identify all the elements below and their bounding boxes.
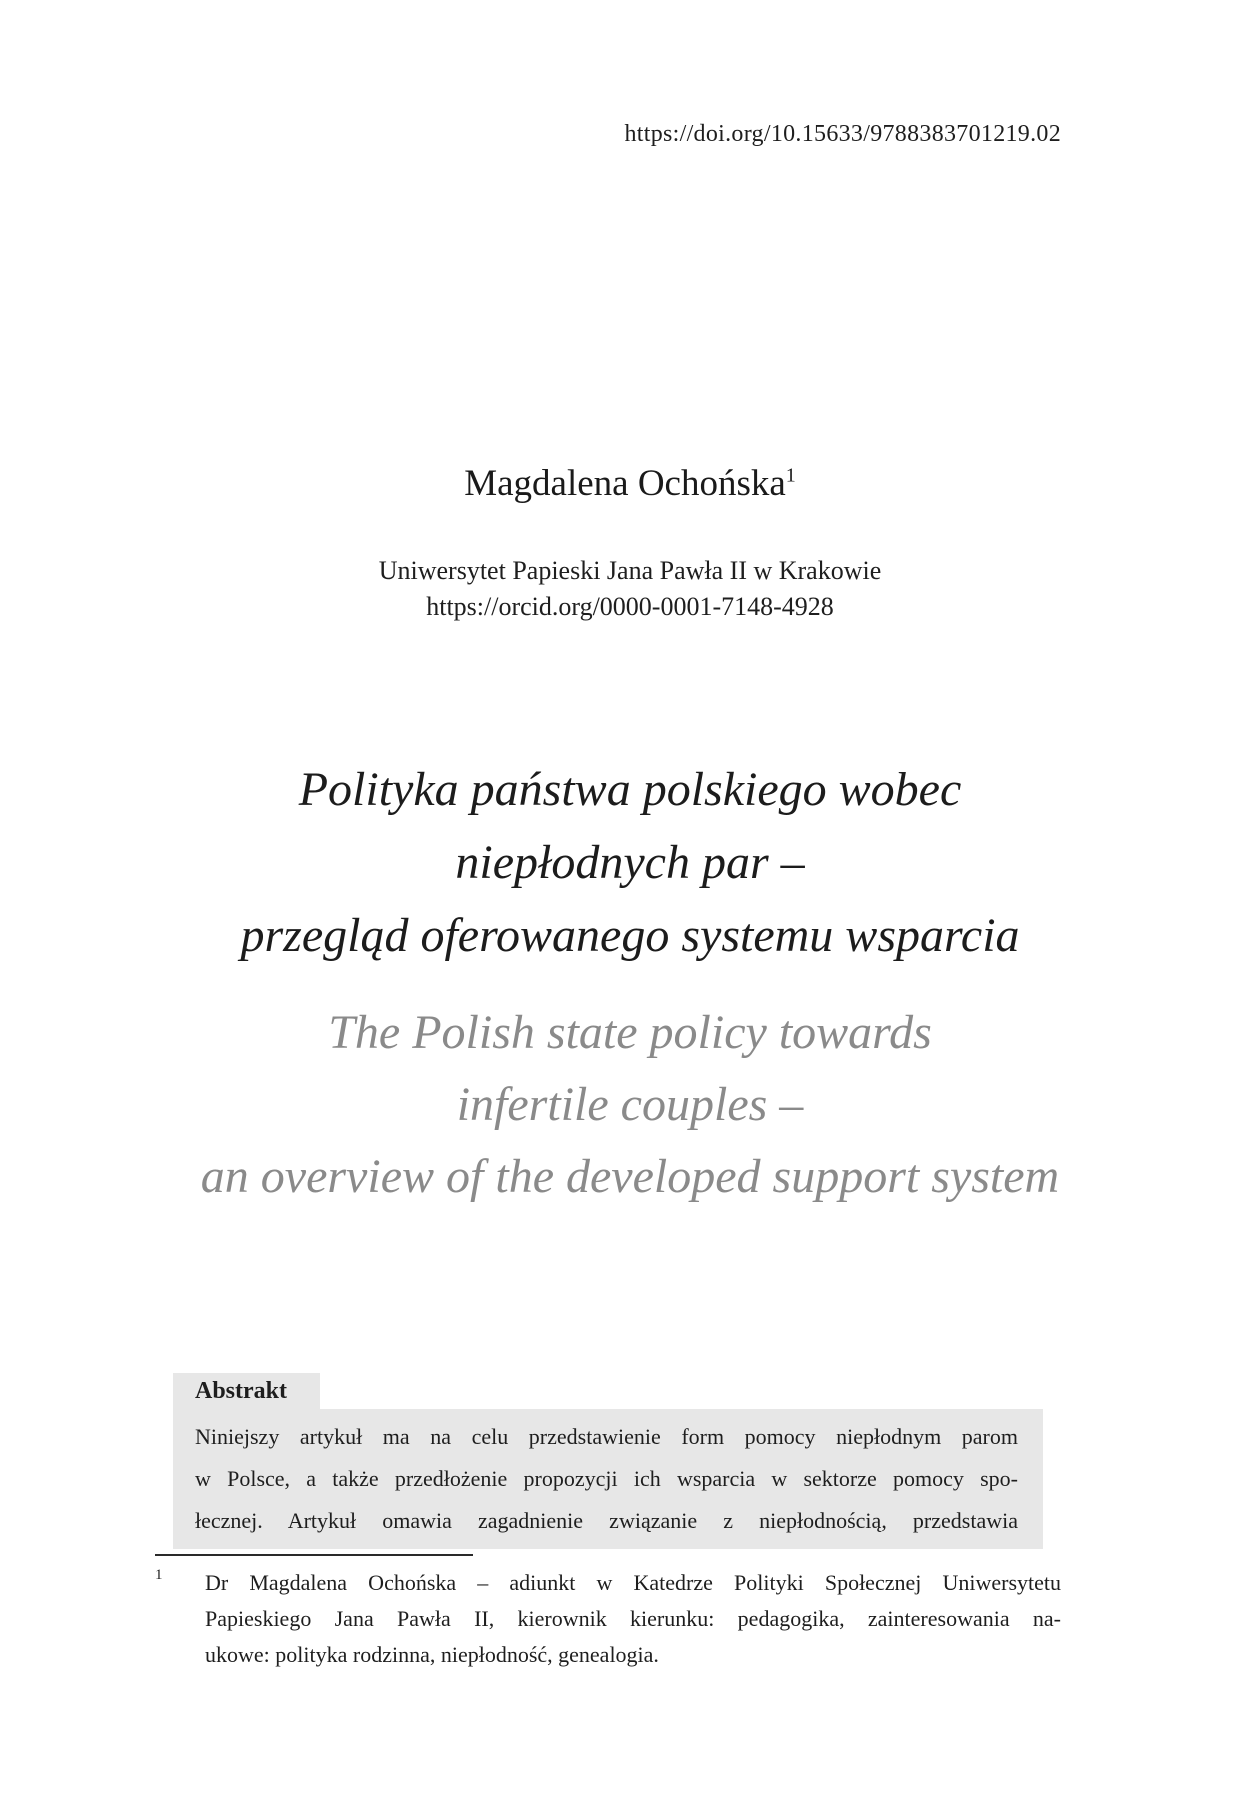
title-polish-line-2: niepłodnych par – (455, 836, 805, 889)
abstract-line-3: łecznej. Artykuł omawia zagadnienie związanie z niepłodnością, przedstawia (195, 1508, 1018, 1533)
abstract-body (173, 1409, 1043, 1549)
abstract-heading: Abstrakt (173, 1373, 320, 1409)
footnote-marker: 1 (155, 1567, 163, 1583)
orcid-link[interactable]: https://orcid.org/0000-0001-7148-4928 (426, 592, 834, 621)
title-english-line-2: infertile couples – (456, 1078, 804, 1131)
abstract-line-2: w Polsce, a także przedłożenie propozycji ich wsparcia w sektorze pomocy spo- (195, 1466, 1018, 1491)
footnote-divider (155, 1554, 473, 1556)
footnote-line-1: Dr Magdalena Ochońska – adiunkt w Katedrze Polityki Społecznej Uniwersytetu (205, 1570, 1061, 1595)
title-polish (0, 753, 1260, 972)
title-polish-line-1: Polityka państwa polskiego wobec (298, 763, 962, 816)
abstract-section (173, 1373, 1043, 1549)
footnote-line-2: Papieskiego Jana Pawła II, kierownik kierunku: pedagogika, zainteresowania na- (205, 1606, 1061, 1631)
author-affiliation: Uniwersytet Papieski Jana Pawła II w Krakowie (378, 556, 882, 585)
title-polish-line-3: przegląd oferowanego systemu wsparcia (240, 909, 1020, 962)
footnote-text (205, 1565, 1061, 1673)
footnote-reference-superscript: 1 (785, 464, 796, 487)
abstract-line-1: Niniejszy artykuł ma na celu przedstawienie form pomocy niepłodnym parom (195, 1424, 1018, 1449)
title-english (0, 997, 1260, 1213)
author-name (0, 462, 1260, 505)
footnote-line-3: ukowe: polityka rodzinna, niepłodność, genealogia. (205, 1642, 659, 1667)
title-english-line-3: an overview of the developed support system (200, 1150, 1060, 1203)
footnote (155, 1565, 1061, 1673)
title-english-line-1: The Polish state policy towards (328, 1006, 932, 1059)
doi-link[interactable]: https://doi.org/10.15633/9788383701219.02 (624, 121, 1061, 147)
author-name-text: Magdalena Ochońska (464, 463, 786, 504)
